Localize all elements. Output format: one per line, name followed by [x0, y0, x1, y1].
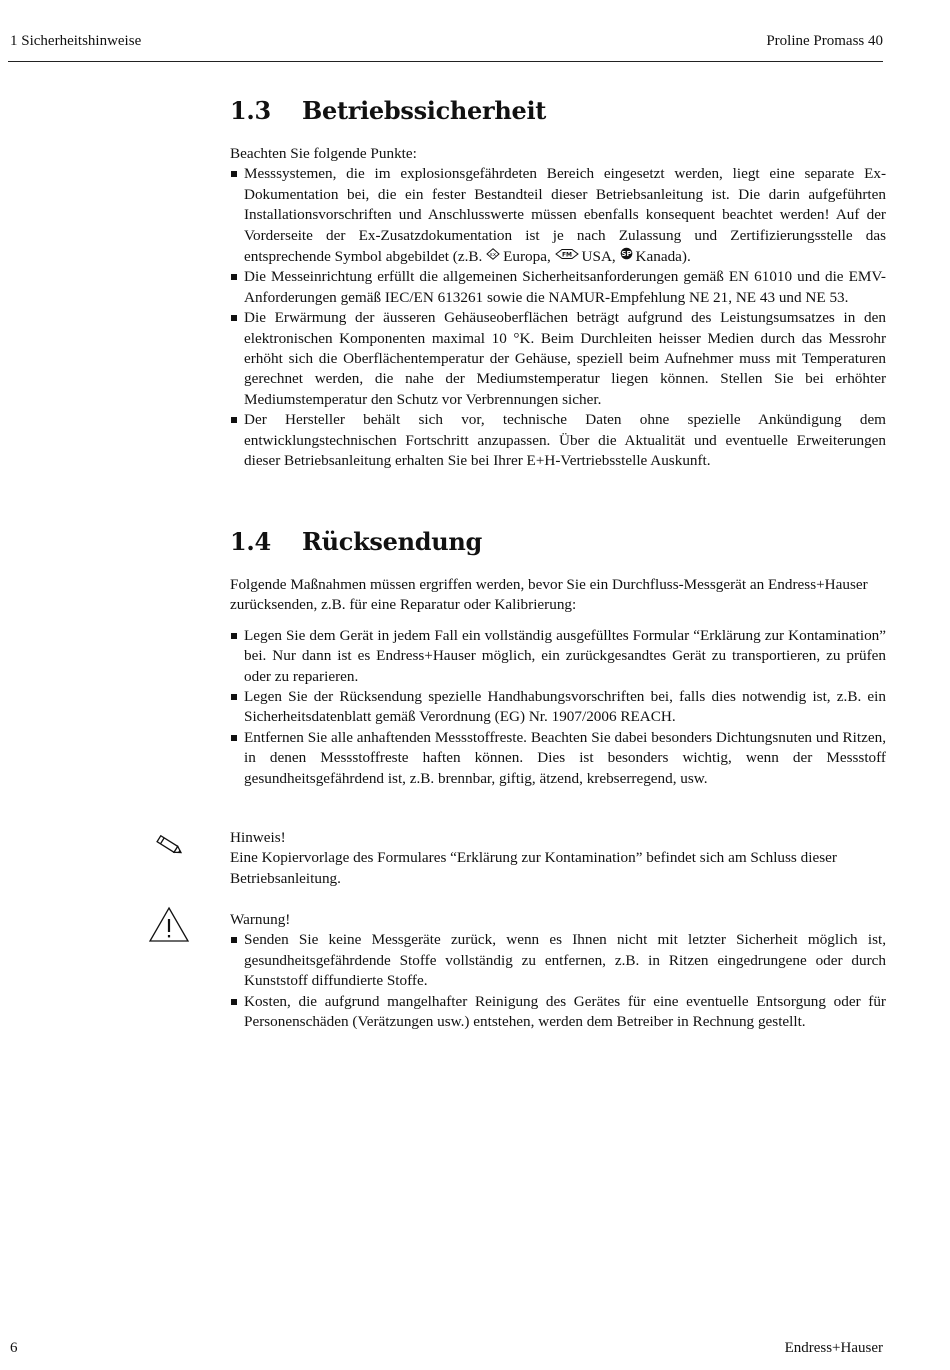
bullet-list: [230, 930, 886, 1032]
warning-box: [230, 910, 886, 1032]
section-body-betriebssicherheit: [230, 144, 886, 472]
warning-title: Warnung!: [230, 911, 291, 928]
list-item: Entfernen Sie alle anhaftenden Messstoffreste. Beachten Sie dabei besonders Dichtungsnuten und Ritzen, in denen Messstoffreste haften können. Dies ist besonders wichtig, wenn der Messstoff gesundheitsgefährdend ist, z.B. brennbar, giftig, ätzend, krebserregend, usw.: [230, 728, 886, 789]
csa-symbol-icon: [620, 249, 636, 263]
svg-text:FM: FM: [561, 251, 572, 259]
list-item: [230, 164, 886, 267]
section-number: 1.4: [230, 527, 271, 556]
page-header: [8, 33, 883, 62]
intro-text: Folgende Maßnahmen müssen ergriffen werden, bevor Sie ein Durchfluss-Messgerät an Endress+Hauser zurücksenden, z.B. für eine Reparatur oder Kalibrierung:: [230, 576, 868, 614]
ex-symbol-icon: [486, 249, 503, 263]
kanada-label: Kanada).: [635, 248, 691, 266]
section-number: 1.3: [230, 96, 271, 125]
brand-name: Endress+Hauser: [784, 1340, 883, 1356]
list-item: Legen Sie der Rücksendung spezielle Handhabungsvorschriften bei, falls dies notwendig ist, z.B. ein Sicherheitsdatenblatt gemäß Verordnung (EG) Nr. 1907/2006 REACH.: [230, 687, 886, 728]
list-item-text: Messsystemen, die im explosionsgefährdeten Bereich eingesetzt werden, liegt eine separate Ex-Dokumentation bei, die ein fester Bestandteil dieser Betriebsanleitung ist. Die darin aufgeführten Installationsvorschriften und Anschlusswerte müssen ebenfalls konsequent beachtet werden! Auf der Vorderseite der Ex-Zusatzdokumentation ist je nach Zulassung und Zertifizierungsstelle das entsprechende Symbol abgebildet (z.B.: [244, 165, 886, 266]
list-item: Die Erwärmung der äusseren Gehäuseoberflächen beträgt aufgrund des Leistungsumsatzes in den elektronischen Komponenten maximal 10 °K. Beim Durchleiten heisser Medien durch das Messrohr erhöht sich die Oberflächentemperatur der Gehäuse, speziell beim Aufnehmer muss mit Temperaturen gerechnet werden, die nahe der Mediumstemperatur liegen können. Stellen Sie bei erhöhter Mediumstemperatur den Schutz vor Verbrennungen sicher.: [230, 308, 886, 410]
note-text: Eine Kopiervorlage des Formulares “Erklärung zur Kontamination” befindet sich am Schluss dieser Betriebsanleitung.: [230, 849, 837, 887]
header-product: Proline Promass 40: [766, 33, 883, 49]
list-item: Der Hersteller behält sich vor, technische Daten ohne spezielle Ankündigung dem entwicklungstechnischen Fortschritt anzupassen. Über die Aktualität und eventuelle Erweiterungen dieser Betriebsanleitung erhalten Sie bei Ihrer E+H-Vertriebsstelle Auskunft.: [230, 410, 886, 471]
intro-text: Beachten Sie folgende Punkte:: [230, 145, 417, 162]
fm-symbol-icon: [555, 249, 582, 263]
section-title-ruecksendung: [230, 527, 482, 556]
section-heading: Betriebssicherheit: [302, 96, 547, 125]
note-title: Hinweis!: [230, 829, 286, 846]
bullet-list: [230, 626, 886, 789]
note-box: [230, 828, 886, 889]
section-title-betriebssicherheit: [230, 96, 546, 125]
svg-text:εx: εx: [489, 252, 497, 259]
warning-triangle-icon: [148, 906, 190, 949]
list-item: Kosten, die aufgrund mangelhafter Reinigung des Gerätes für eine eventuelle Entsorgung oder für Personenschäden (Verätzungen usw.) entstehen, werden dem Betreiber in Rechnung gestellt.: [230, 992, 886, 1033]
pencil-icon: [152, 833, 184, 862]
header-chapter: 1 Sicherheitshinweise: [10, 33, 142, 49]
bullet-list: [230, 164, 886, 471]
section-body-ruecksendung: [230, 575, 886, 789]
usa-label: USA,: [581, 248, 616, 266]
list-item: Die Messeinrichtung erfüllt die allgemeinen Sicherheitsanforderungen gemäß EN 61010 und die EMV-Anforderungen gemäß IEC/EN 613261 sowie die NAMUR-Empfehlung NE 21, NE 43 und NE 53.: [230, 267, 886, 308]
europa-label: Europa,: [503, 248, 551, 266]
svg-text:SP: SP: [620, 250, 632, 259]
list-item: Legen Sie dem Gerät in jedem Fall ein vollständig ausgefülltes Formular “Erklärung zur Kontamination” bei. Nur dann ist es Endress+Hauser möglich, ein zurückgesandtes Gerät zu transportieren, zu prüfen oder zu reparieren.: [230, 626, 886, 687]
page-number: 6: [10, 1340, 18, 1356]
list-item: Senden Sie keine Messgeräte zurück, wenn es Ihnen nicht mit letzter Sicherheit möglich ist, gesundheitsgefährdende Stoffe vollständig zu entfernen, z.B. in Ritzen eingedrungene oder durch Kunststoff diffundierte Stoffe.: [230, 930, 886, 991]
section-heading: Rücksendung: [302, 527, 483, 556]
